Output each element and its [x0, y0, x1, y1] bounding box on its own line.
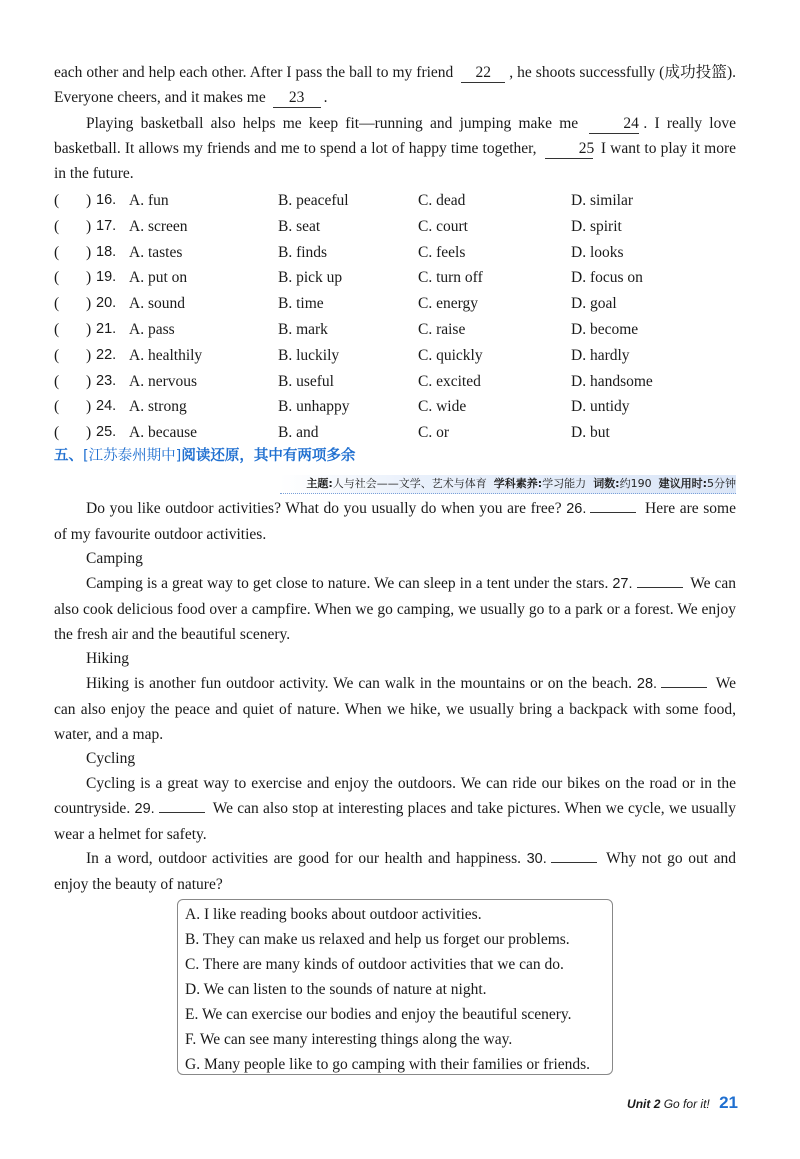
answer-22: 22 [461, 64, 505, 83]
passage-text: I want to play it more in the future. [54, 140, 737, 182]
option-d: D. but [571, 424, 610, 441]
blank-29[interactable] [159, 798, 205, 813]
option-e: E. We can exercise our bodies and enjoy the beautiful scenery. [185, 1006, 572, 1023]
theme-label: 主题: [306, 477, 333, 490]
passage-top [54, 60, 736, 110]
blank-number-28: 28. [636, 676, 658, 692]
question-number: 17. [96, 218, 117, 234]
paragraph-hiking [54, 671, 736, 747]
question-row [54, 214, 744, 239]
passage-text: Playing basketball also helps me keep fit—running and jumping make me [86, 115, 579, 132]
option-c: C. excited [418, 373, 481, 390]
question-row [54, 420, 744, 445]
subheading-camping: Camping [86, 550, 143, 567]
blank-number-30: 30. [526, 851, 547, 867]
blank-30[interactable] [551, 848, 597, 863]
option-b: B. and [278, 424, 319, 441]
option-c: C. feels [418, 244, 466, 261]
option-b: B. They can make us relaxed and help us forget our problems. [185, 931, 570, 948]
passage-text: each other and help each other. After I pass the ball to my friend [54, 64, 454, 81]
answer-25: 25 [545, 140, 593, 159]
option-b: B. luckily [278, 347, 340, 364]
answer-bracket-close: ) [86, 424, 92, 441]
answer-bracket-open[interactable]: ( [54, 398, 60, 415]
question-row [54, 369, 744, 394]
passage-text: . [323, 89, 328, 106]
section-source: [江苏泰州期中] [83, 448, 182, 464]
answer-bracket-open[interactable]: ( [54, 269, 60, 286]
option-d: D. We can listen to the sounds of nature at night. [185, 981, 487, 998]
passage-paragraph-2 [54, 111, 736, 186]
section-number: 五、 [54, 448, 83, 464]
answer-bracket-close: ) [86, 295, 92, 312]
answer-24: 24 [589, 115, 639, 134]
option-d: D. similar [571, 192, 633, 209]
answer-bracket-open[interactable]: ( [54, 192, 60, 209]
option-d: D. untidy [571, 398, 630, 415]
question-number: 21. [96, 321, 117, 337]
answer-bracket-close: ) [86, 269, 92, 286]
question-number: 23. [96, 373, 117, 389]
subheading-hiking: Hiking [86, 650, 130, 667]
option-d: D. spirit [571, 218, 622, 235]
option-c: C. quickly [418, 347, 483, 364]
option-c: C. energy [418, 295, 478, 312]
answer-bracket-open[interactable]: ( [54, 295, 60, 312]
word-count-value: 约190 [619, 477, 652, 490]
option-d: D. looks [571, 244, 624, 261]
question-number: 24. [96, 398, 117, 414]
option-d: D. focus on [571, 269, 643, 286]
answer-bracket-open[interactable]: ( [54, 347, 60, 364]
option-d: D. goal [571, 295, 617, 312]
option-g: G. Many people like to go camping with their families or friends. [185, 1056, 591, 1073]
option-c: C. There are many kinds of outdoor activities that we can do. [185, 956, 564, 973]
word-count-label: 词数: [593, 477, 620, 490]
option-a: A. fun [129, 192, 169, 209]
paragraph-conclusion [54, 846, 736, 897]
reading-intro [54, 496, 736, 547]
reading-text: Hiking is another fun outdoor activity. We can walk in the mountains or on the beach. [86, 675, 633, 692]
question-row [54, 291, 744, 316]
question-row [54, 240, 744, 265]
paragraph-cycling [54, 771, 736, 847]
reading-text: In a word, outdoor activities are good for our health and happiness. [86, 850, 521, 867]
question-number: 22. [96, 347, 117, 363]
option-a: A. tastes [129, 244, 183, 261]
option-b: B. finds [278, 244, 328, 261]
theme-bar [280, 475, 736, 494]
passage-text: Everyone cheers, and it makes me [54, 89, 266, 106]
question-number: 20. [96, 295, 117, 311]
answer-bracket-close: ) [86, 373, 92, 390]
question-row [54, 188, 744, 213]
answer-bracket-open[interactable]: ( [54, 244, 60, 261]
question-number: 25. [96, 424, 117, 440]
blank-number-27: 27. [612, 576, 633, 592]
reading-text: Camping is a great way to get close to nature. We can sleep in a tent under the stars. [86, 575, 609, 592]
reading-text: We can also cook delicious food over a campfire. When we go camping, we usually go to a park or a forest. We enjoy the fresh air and the beautiful scenery. [54, 575, 736, 643]
option-d: D. hardly [571, 347, 630, 364]
option-a: A. screen [129, 218, 188, 235]
time-value: 5分钟 [707, 477, 736, 490]
reading-text: Why not go out and enjoy the beauty of nature? [54, 850, 737, 893]
option-a: A. nervous [129, 373, 198, 390]
option-d: D. become [571, 321, 639, 338]
option-c: C. court [418, 218, 468, 235]
option-d: D. handsome [571, 373, 653, 390]
question-row [54, 317, 744, 342]
answer-bracket-close: ) [86, 398, 92, 415]
blank-28[interactable] [661, 673, 707, 688]
answer-bracket-open[interactable]: ( [54, 373, 60, 390]
answer-bracket-open[interactable]: ( [54, 218, 60, 235]
section-title [54, 446, 355, 466]
blank-number-29: 29. [134, 801, 155, 817]
question-number: 18. [96, 244, 117, 260]
option-c: C. raise [418, 321, 466, 338]
option-c: C. turn off [418, 269, 483, 286]
option-a: A. healthily [129, 347, 203, 364]
option-b: B. pick up [278, 269, 343, 286]
option-a: A. sound [129, 295, 185, 312]
blank-27[interactable] [637, 573, 683, 588]
reading-text: We can also stop at interesting places and take pictures. When we cycle, we usually wear a helmet for safety. [54, 800, 736, 843]
option-a: A. strong [129, 398, 187, 415]
answer-bracket-open[interactable]: ( [54, 321, 60, 338]
section-heading: 阅读还原，其中有两项多余 [181, 448, 356, 464]
option-a: A. put on [129, 269, 188, 286]
option-a: A. I like reading books about outdoor activities. [185, 906, 482, 923]
option-b: B. time [278, 295, 324, 312]
answer-bracket-close: ) [86, 244, 92, 261]
option-f: F. We can see many interesting things along the way. [185, 1031, 513, 1048]
page-number: 21 [719, 1093, 738, 1112]
reading-text: Do you like outdoor activities? What do you usually do when you are free? [86, 500, 562, 517]
passage-text: , he shoots successfully (成功投篮). [509, 64, 736, 81]
theme-value: 人与社会——文学、艺术与体育 [332, 477, 487, 490]
reading-text: We can also enjoy the peace and quiet of nature. When we hike, we usually bring a backpack with some food, water, and a map. [54, 675, 736, 743]
option-c: C. dead [418, 192, 466, 209]
option-b: B. seat [278, 218, 321, 235]
answer-bracket-open[interactable]: ( [54, 424, 60, 441]
reading-text: Here are some of my favourite outdoor activities. [54, 500, 736, 543]
passage-text: . I really love basketball. It allows my friends and me to spend a lot of happy time together, [54, 115, 736, 157]
option-a: A. pass [129, 321, 175, 338]
answer-23: 23 [273, 89, 321, 108]
question-row [54, 394, 744, 419]
page-footer [627, 1093, 738, 1114]
unit-title: Go for it! [663, 1097, 710, 1111]
option-a: A. because [129, 424, 197, 441]
blank-26[interactable] [590, 498, 636, 513]
literacy-label: 学科素养: [493, 477, 543, 490]
option-b: B. mark [278, 321, 328, 338]
answer-bracket-close: ) [86, 192, 92, 209]
reading-text: Cycling is a great way to exercise and enjoy the outdoors. We can ride our bikes on the road or in the countryside. [54, 775, 736, 817]
unit-label: Unit 2 [627, 1097, 661, 1111]
question-row [54, 343, 744, 368]
paragraph-camping [54, 571, 736, 647]
question-row [54, 265, 744, 290]
option-b: B. unhappy [278, 398, 350, 415]
answer-bracket-close: ) [86, 347, 92, 364]
subheading-cycling: Cycling [86, 750, 136, 767]
answer-bracket-close: ) [86, 218, 92, 235]
option-c: C. or [418, 424, 449, 441]
option-b: B. peaceful [278, 192, 349, 209]
answer-bracket-close: ) [86, 321, 92, 338]
question-number: 19. [96, 269, 117, 285]
option-b: B. useful [278, 373, 334, 390]
blank-number-26: 26. [566, 501, 587, 517]
option-c: C. wide [418, 398, 467, 415]
literacy-value: 学习能力 [542, 477, 587, 490]
time-label: 建议用时: [658, 477, 707, 490]
options-box [177, 899, 613, 1075]
question-number: 16. [96, 192, 117, 208]
